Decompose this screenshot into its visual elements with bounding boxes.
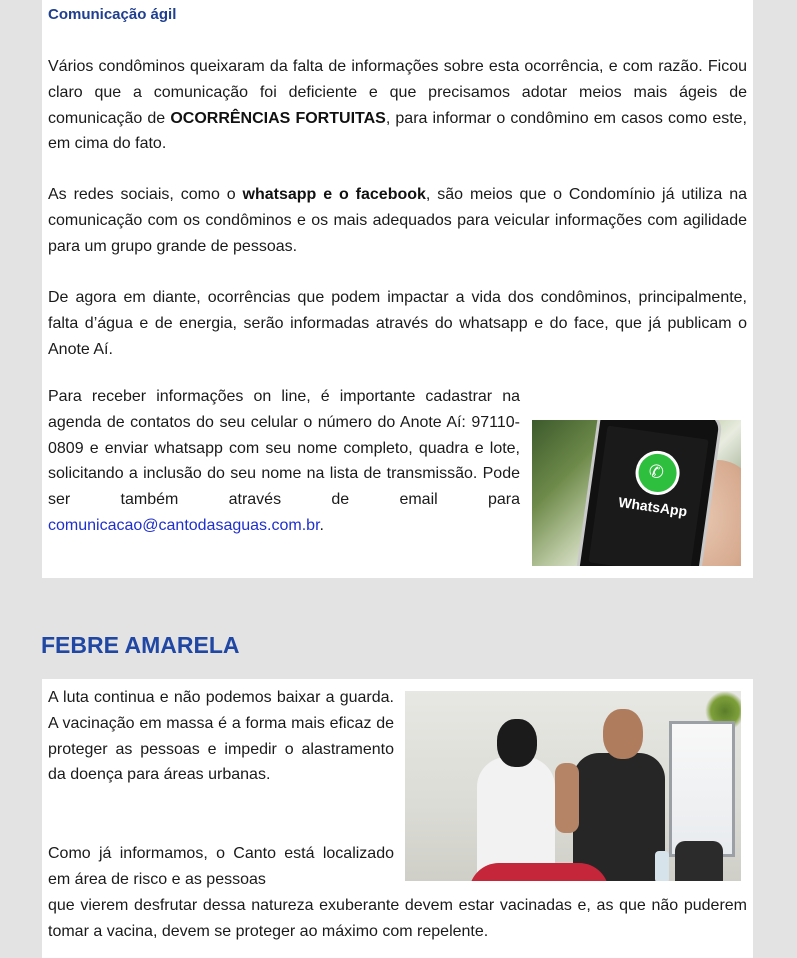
patient-shape — [573, 753, 665, 881]
communication-card — [42, 0, 753, 578]
paragraph-registration: Para receber informações on line, é importante cadastrar na agenda de contatos do seu celular o número do Anote Aí: 97110-0809 e enviar whatsapp com seu nome completo, quadra e lote, solicitando a inclusão do seu nome na lista de transmissão. Pode ser também através de email para comunicacao@cantodasaguas.com.br. — [48, 388, 520, 534]
red-bin-shape — [469, 863, 609, 881]
paragraph-risk-area-top: Como já informamos, o Canto está localizado em área de risco e as pessoas — [48, 845, 394, 888]
vaccination-photo — [405, 691, 741, 881]
whatsapp-phone-photo — [532, 420, 741, 566]
paragraph-social-networks: As redes sociais, como o whatsapp e o facebook, são meios que o Condomínio já utiliza na comunicação com os condôminos e os mais adequados para veicular informações com agilidade para um grupo grande de pessoas. — [48, 186, 747, 255]
phone-screen — [588, 426, 708, 566]
whatsapp-logo-text: WhatsApp — [617, 493, 689, 520]
window-shape — [669, 721, 735, 857]
section-title-febre-amarela: FEBRE AMARELA — [41, 632, 240, 658]
paragraph-risk-area-bottom: que vierem desfrutar dessa natureza exuberante devem estar vacinadas e, as que não puderem tomar a vacina, devem se proteger ao máximo com repelente. — [48, 897, 747, 940]
paragraph-vaccination: A luta continua e não podemos baixar a guarda. A vacinação em massa é a forma mais eficaz de proteger as pessoas e impedir o alastramento da doença para áreas urbanas. — [48, 689, 394, 784]
paragraph-complaints: Vários condôminos queixaram da falta de informações sobre esta ocorrência, e com razão. Ficou claro que a comunicação foi deficiente e que precisamos adotar meios mais ágeis de comunicação de OCORRÊNCIAS FORTUITAS, para informar o condômino em casos como este, em cima do fato. — [48, 58, 748, 153]
phone-shape — [578, 420, 720, 566]
whatsapp-logo-icon: ✆ — [633, 448, 683, 498]
subheading: Comunicação ágil — [48, 6, 177, 23]
paragraph-occurrences: De agora em diante, ocorrências que podem impactar a vida dos condôminos, principalmente, falta d’água e de energia, serão informadas através do whatsapp e do face, que já publicam o Anote Aí. — [48, 289, 747, 358]
yellow-fever-card — [42, 679, 753, 958]
email-link[interactable]: comunicacao@cantodasaguas.com.br — [48, 516, 320, 534]
